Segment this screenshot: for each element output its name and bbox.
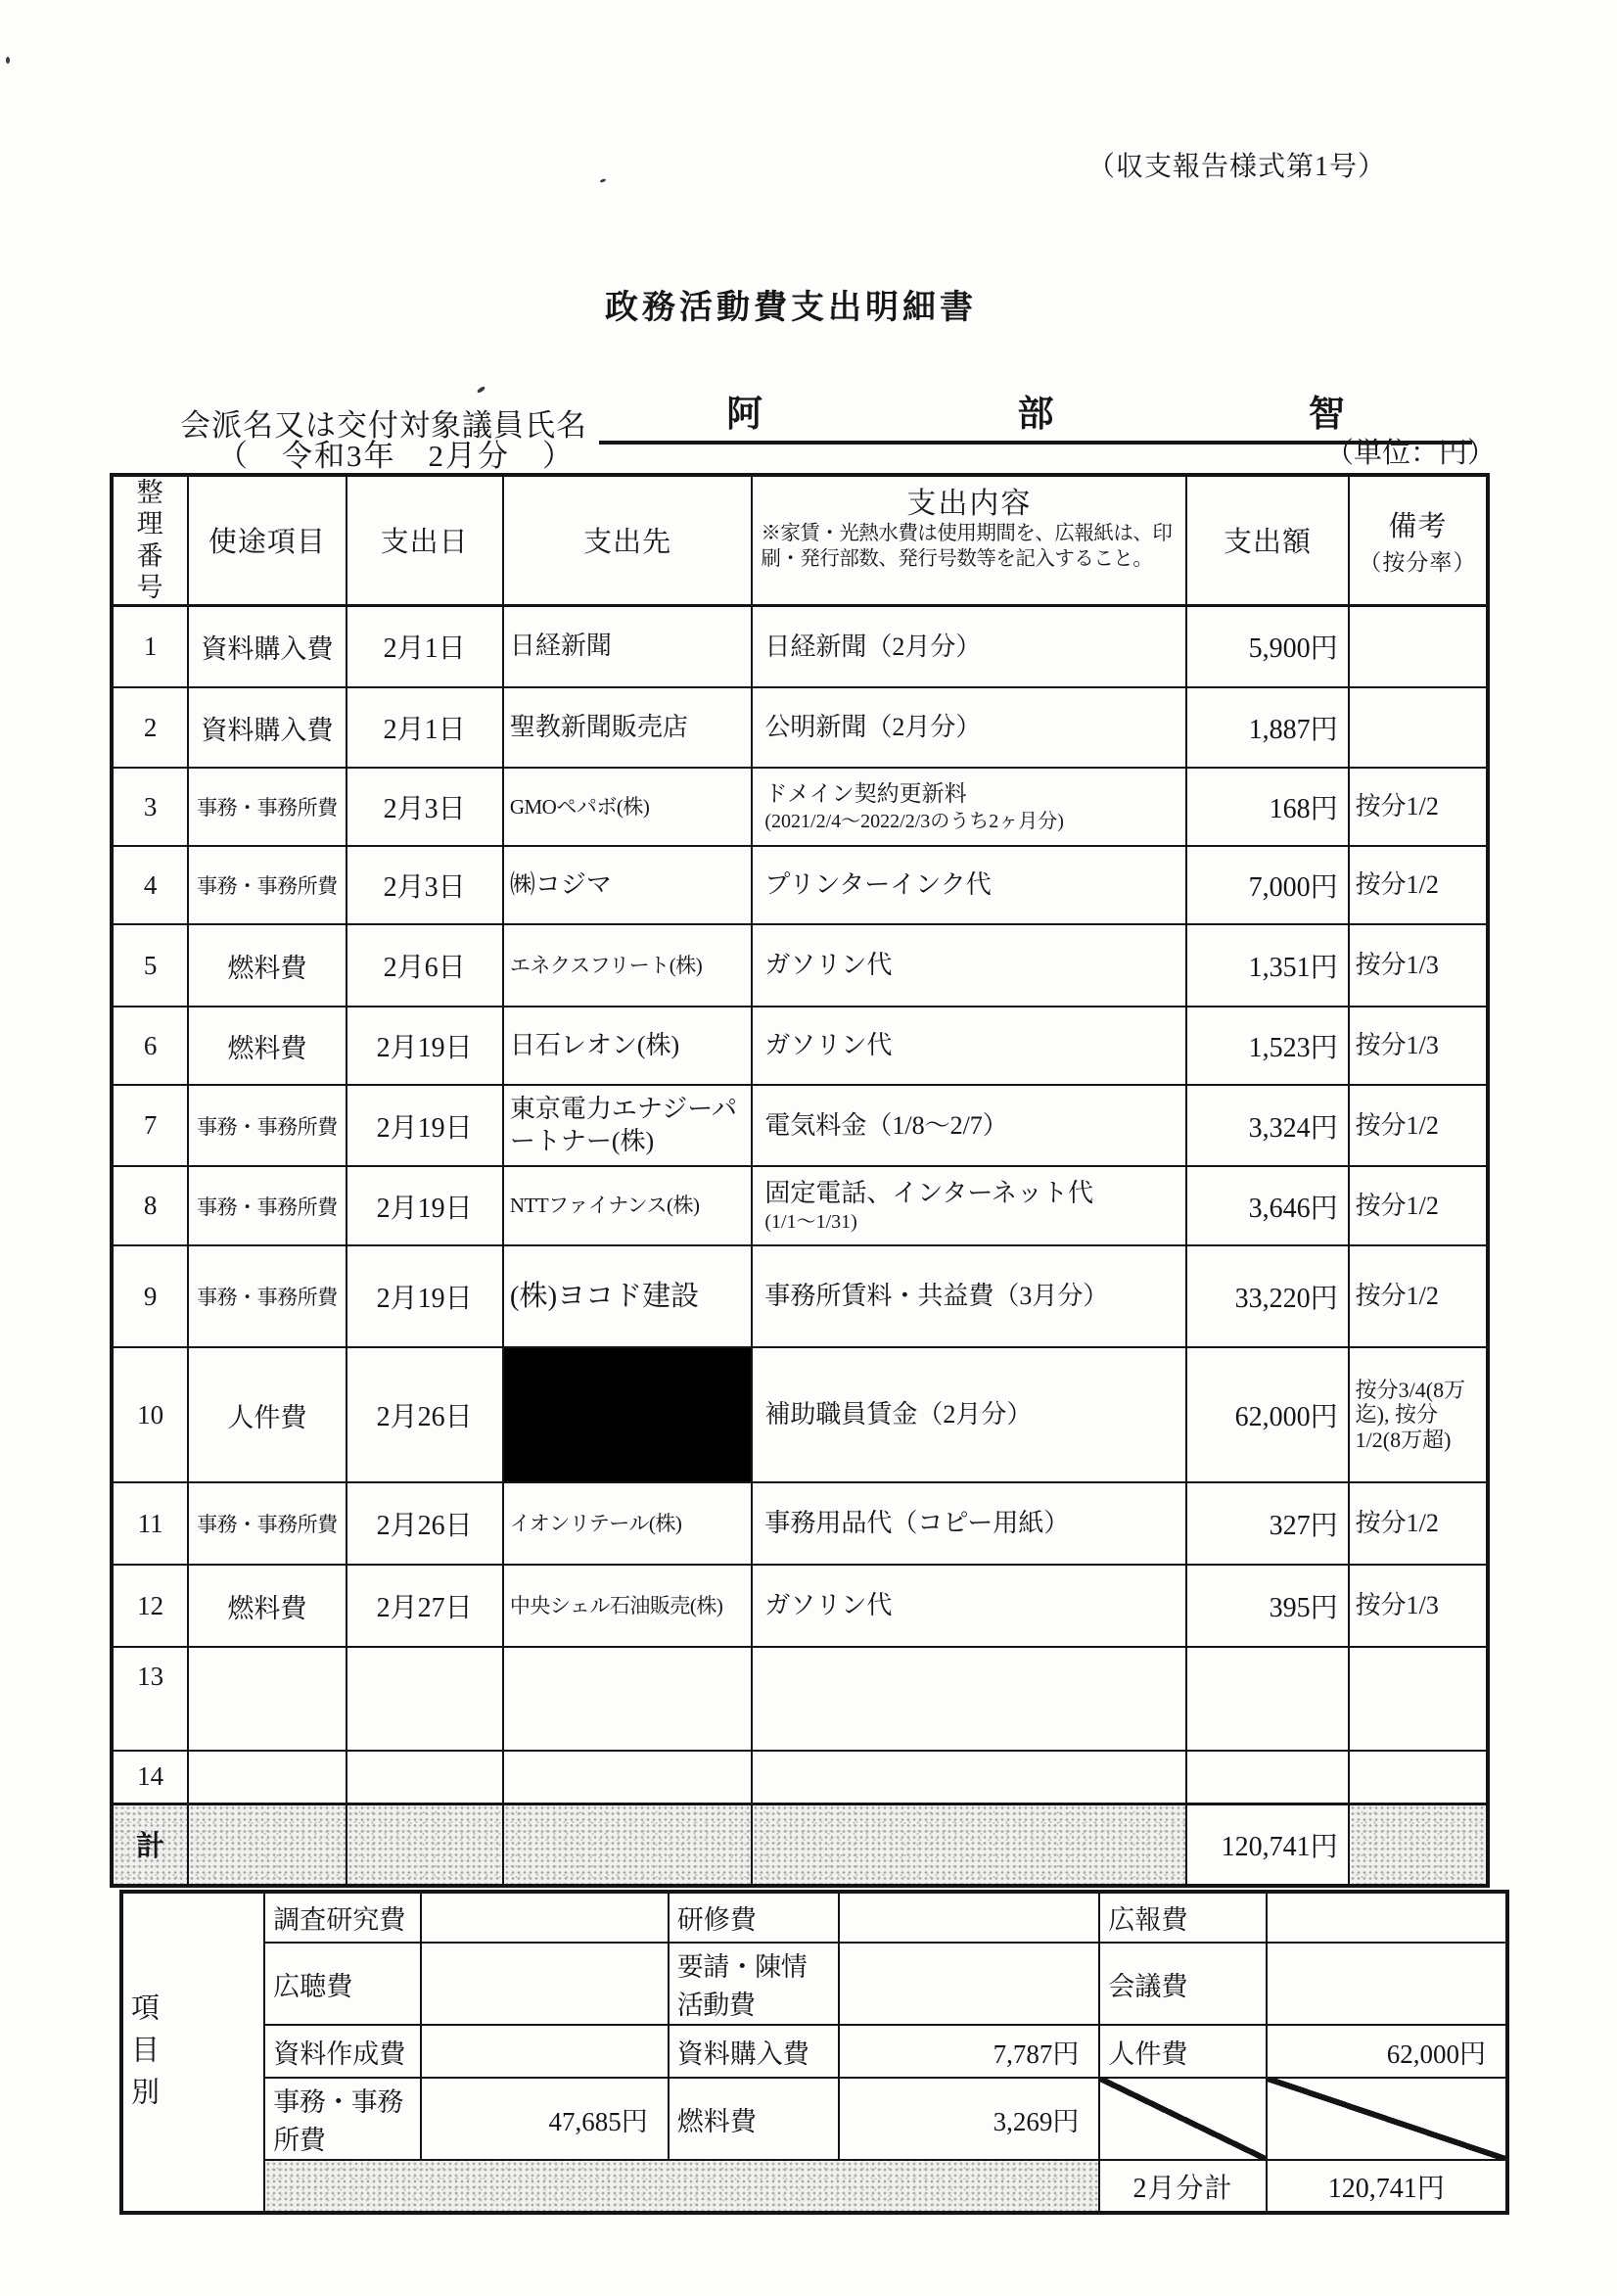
row-category: 事務・事務所費	[188, 1166, 346, 1245]
row-payee: 東京電力エナジーパートナー(株)	[503, 1085, 753, 1166]
row-content	[752, 1751, 1186, 1804]
row-payee: 日石レオン(株)	[503, 1007, 753, 1085]
row-category: 人件費	[188, 1347, 346, 1482]
row-amount: 62,000円	[1186, 1347, 1348, 1482]
summary-total-label: 2月分計	[1099, 2160, 1266, 2213]
summary-value: 47,685円	[421, 2078, 668, 2160]
row-amount: 3,646円	[1186, 1166, 1348, 1245]
row-content: 事務用品代（コピー用紙）	[752, 1482, 1186, 1565]
row-category: 燃料費	[188, 1007, 346, 1085]
row-payee: 日経新聞	[503, 605, 753, 687]
row-payee: ㈱コジマ	[503, 846, 753, 924]
expense-row-11	[112, 1482, 1488, 1565]
row-payee-redacted	[503, 1347, 753, 1482]
header-payee: 支出先	[503, 475, 753, 605]
member-name-char: 阿	[726, 395, 763, 435]
summary-label: 調査研究費	[264, 1892, 421, 1943]
row-category: 事務・事務所費	[188, 1482, 346, 1565]
header-remarks-line2: （按分率）	[1359, 549, 1477, 575]
summary-shaded-cell	[264, 2160, 1099, 2213]
row-date: 2月19日	[346, 1007, 503, 1085]
row-no: 10	[112, 1347, 188, 1482]
row-amount: 1,523円	[1186, 1007, 1348, 1085]
summary-label: 事務・事務所費	[264, 2078, 421, 2160]
total-label: 計	[112, 1804, 188, 1886]
row-category: 資料購入費	[188, 605, 346, 687]
row-category: 事務・事務所費	[188, 768, 346, 846]
expense-row-1	[112, 605, 1488, 687]
summary-label: 燃料費	[669, 2078, 839, 2160]
row-amount: 395円	[1186, 1565, 1348, 1647]
summary-value	[1267, 1943, 1507, 2025]
member-name-label: 会派名又は交付対象議員氏名	[180, 408, 587, 443]
header-remarks	[1349, 475, 1488, 605]
row-date: 2月3日	[346, 768, 503, 846]
row-payee	[503, 1647, 753, 1751]
summary-label: 広報費	[1099, 1892, 1266, 1943]
row-remarks: 按分1/2	[1349, 1085, 1488, 1166]
row-remarks: 按分1/3	[1349, 924, 1488, 1007]
row-content: ガソリン代	[752, 1565, 1186, 1647]
summary-label: 研修費	[669, 1892, 839, 1943]
row-amount: 7,000円	[1186, 846, 1348, 924]
row-category	[188, 1751, 346, 1804]
header-remarks-line1: 備考	[1388, 510, 1448, 542]
row-amount: 3,324円	[1186, 1085, 1348, 1166]
summary-value	[421, 1892, 668, 1943]
row-date	[346, 1751, 503, 1804]
row-date	[346, 1647, 503, 1751]
row-no: 3	[112, 768, 188, 846]
row-remarks: 按分1/2	[1349, 768, 1488, 846]
row-payee	[503, 1751, 753, 1804]
total-shaded-cell	[346, 1804, 503, 1886]
summary-value: 62,000円	[1267, 2025, 1507, 2078]
row-content	[752, 768, 1186, 846]
header-content-note: ※家賃・光熱水費は使用期間を、広報紙は、印刷・発行部数、発行号数等を記入すること。	[761, 523, 1173, 570]
total-shaded-cell	[752, 1804, 1186, 1886]
row-remarks: 按分1/2	[1349, 1245, 1488, 1347]
row-content-line2: (1/1～1/31)	[764, 1211, 857, 1234]
expense-row-10	[112, 1347, 1488, 1482]
row-category: 事務・事務所費	[188, 846, 346, 924]
category-summary-table	[119, 1890, 1509, 2215]
row-amount: 327円	[1186, 1482, 1348, 1565]
row-remarks: 按分3/4(8万迄), 按分1/2(8万超)	[1349, 1347, 1488, 1482]
row-amount	[1186, 1647, 1348, 1751]
row-no: 12	[112, 1565, 188, 1647]
row-amount	[1186, 1751, 1348, 1804]
row-no: 8	[112, 1166, 188, 1245]
row-date: 2月19日	[346, 1085, 503, 1166]
row-amount: 1,351円	[1186, 924, 1348, 1007]
row-remarks	[1349, 1751, 1488, 1804]
row-amount: 1,887円	[1186, 687, 1348, 768]
expense-row-3	[112, 768, 1488, 846]
row-remarks	[1349, 1647, 1488, 1751]
row-no: 4	[112, 846, 188, 924]
header-content-title: 支出内容	[906, 488, 1033, 520]
expense-row-8	[112, 1166, 1488, 1245]
row-content: プリンターインク代	[752, 846, 1186, 924]
row-no: 5	[112, 924, 188, 1007]
row-category: 事務・事務所費	[188, 1085, 346, 1166]
row-content: ガソリン代	[752, 924, 1186, 1007]
row-remarks: 按分1/3	[1349, 1565, 1488, 1647]
row-remarks	[1349, 605, 1488, 687]
row-content: 公明新聞（2月分）	[752, 687, 1186, 768]
row-amount: 5,900円	[1186, 605, 1348, 687]
row-amount: 168円	[1186, 768, 1348, 846]
row-date: 2月6日	[346, 924, 503, 1007]
row-date: 2月26日	[346, 1347, 503, 1482]
summary-value: 3,269円	[839, 2078, 1099, 2160]
summary-value	[421, 1943, 668, 2025]
summary-side-label	[121, 1892, 264, 2213]
summary-value	[1267, 1892, 1507, 1943]
total-shaded-cell	[503, 1804, 753, 1886]
row-remarks: 按分1/2	[1349, 846, 1488, 924]
summary-label: 人件費	[1099, 2025, 1266, 2078]
row-payee: 聖教新聞販売店	[503, 687, 753, 768]
row-category: 事務・事務所費	[188, 1245, 346, 1347]
row-payee: 中央シェル石油販売(株)	[503, 1565, 753, 1647]
row-content: 日経新聞（2月分）	[752, 605, 1186, 687]
expense-row-13	[112, 1647, 1488, 1751]
row-remarks: 按分1/2	[1349, 1482, 1488, 1565]
report-period: （ 令和3年 2月分 ）	[217, 439, 575, 473]
row-date: 2月1日	[346, 687, 503, 768]
summary-row	[121, 1943, 1507, 2025]
row-category: 資料購入費	[188, 687, 346, 768]
summary-label: 資料作成費	[264, 2025, 421, 2078]
row-category	[188, 1647, 346, 1751]
row-content: 事務所賃料・共益費（3月分）	[752, 1245, 1186, 1347]
row-remarks: 按分1/2	[1349, 1166, 1488, 1245]
row-category: 燃料費	[188, 1565, 346, 1647]
row-payee: GMOペパボ(株)	[503, 768, 753, 846]
summary-row	[121, 2025, 1507, 2078]
summary-value	[421, 2025, 668, 2078]
row-content-line1: ドメイン契約更新料	[764, 781, 967, 807]
summary-row	[121, 1892, 1507, 1943]
row-category: 燃料費	[188, 924, 346, 1007]
row-content	[752, 1166, 1186, 1245]
scan-speck	[600, 178, 607, 183]
row-no: 13	[112, 1647, 188, 1751]
summary-crossed-cell	[1267, 2078, 1507, 2160]
row-no: 6	[112, 1007, 188, 1085]
expense-table-header	[112, 475, 1488, 605]
summary-label: 要請・陳情活動費	[669, 1943, 839, 2025]
expense-row-9	[112, 1245, 1488, 1347]
row-content	[752, 1647, 1186, 1751]
summary-label: 広聴費	[264, 1943, 421, 2025]
row-no: 7	[112, 1085, 188, 1166]
row-content: 電気料金（1/8～2/7）	[752, 1085, 1186, 1166]
row-content-line1: 固定電話、インターネット代	[764, 1178, 1094, 1207]
row-payee: NTTファイナンス(株)	[503, 1166, 753, 1245]
summary-side-label-text: 項目別	[127, 1991, 159, 2119]
expense-row-14	[112, 1751, 1488, 1804]
row-date: 2月19日	[346, 1166, 503, 1245]
summary-crossed-cell	[1099, 2078, 1266, 2160]
row-content: 補助職員賃金（2月分）	[752, 1347, 1186, 1482]
expense-row-7	[112, 1085, 1488, 1166]
row-amount: 33,220円	[1186, 1245, 1348, 1347]
total-shaded-cell	[188, 1804, 346, 1886]
summary-value	[839, 1943, 1099, 2025]
row-date: 2月19日	[346, 1245, 503, 1347]
expense-table	[110, 473, 1490, 1888]
summary-total-amount: 120,741円	[1267, 2160, 1507, 2213]
header-amount: 支出額	[1186, 475, 1348, 605]
total-amount: 120,741円	[1186, 1804, 1348, 1886]
row-no: 14	[112, 1751, 188, 1804]
expense-row-6	[112, 1007, 1488, 1085]
row-date: 2月26日	[346, 1482, 503, 1565]
row-date: 2月1日	[346, 605, 503, 687]
row-no: 1	[112, 605, 188, 687]
row-date: 2月27日	[346, 1565, 503, 1647]
summary-label: 資料購入費	[669, 2025, 839, 2078]
member-name-char: 智	[1308, 395, 1345, 435]
row-remarks: 按分1/3	[1349, 1007, 1488, 1085]
expense-row-5	[112, 924, 1488, 1007]
summary-row	[121, 2078, 1507, 2160]
row-no: 2	[112, 687, 188, 768]
expense-row-4	[112, 846, 1488, 924]
header-category: 使途項目	[188, 475, 346, 605]
row-content-line2: (2021/2/4～2022/2/3のうち2ヶ月分)	[764, 810, 1064, 832]
form-number: （収支報告様式第1号）	[1086, 152, 1386, 182]
page-title: 政務活動費支出明細書	[605, 290, 977, 326]
row-remarks	[1349, 687, 1488, 768]
summary-value: 7,787円	[839, 2025, 1099, 2078]
total-shaded-cell	[1349, 1804, 1488, 1886]
summary-value	[839, 1892, 1099, 1943]
row-content: ガソリン代	[752, 1007, 1186, 1085]
row-payee: イオンリテール(株)	[503, 1482, 753, 1565]
expense-row-12	[112, 1565, 1488, 1647]
header-date: 支出日	[346, 475, 503, 605]
row-no: 9	[112, 1245, 188, 1347]
row-no: 11	[112, 1482, 188, 1565]
summary-total-row	[121, 2160, 1507, 2213]
row-date: 2月3日	[346, 846, 503, 924]
header-no: 整理番号	[112, 475, 188, 605]
row-payee: (株)ヨコド建設	[503, 1245, 753, 1347]
expense-row-2	[112, 687, 1488, 768]
unit-note: （単位：円）	[1324, 438, 1496, 469]
member-name-char: 部	[1017, 395, 1054, 435]
expense-total-row	[112, 1804, 1488, 1886]
header-content	[752, 475, 1186, 605]
row-payee: エネクスフリート(株)	[503, 924, 753, 1007]
summary-label: 会議費	[1099, 1943, 1266, 2025]
scan-speck	[6, 57, 10, 64]
